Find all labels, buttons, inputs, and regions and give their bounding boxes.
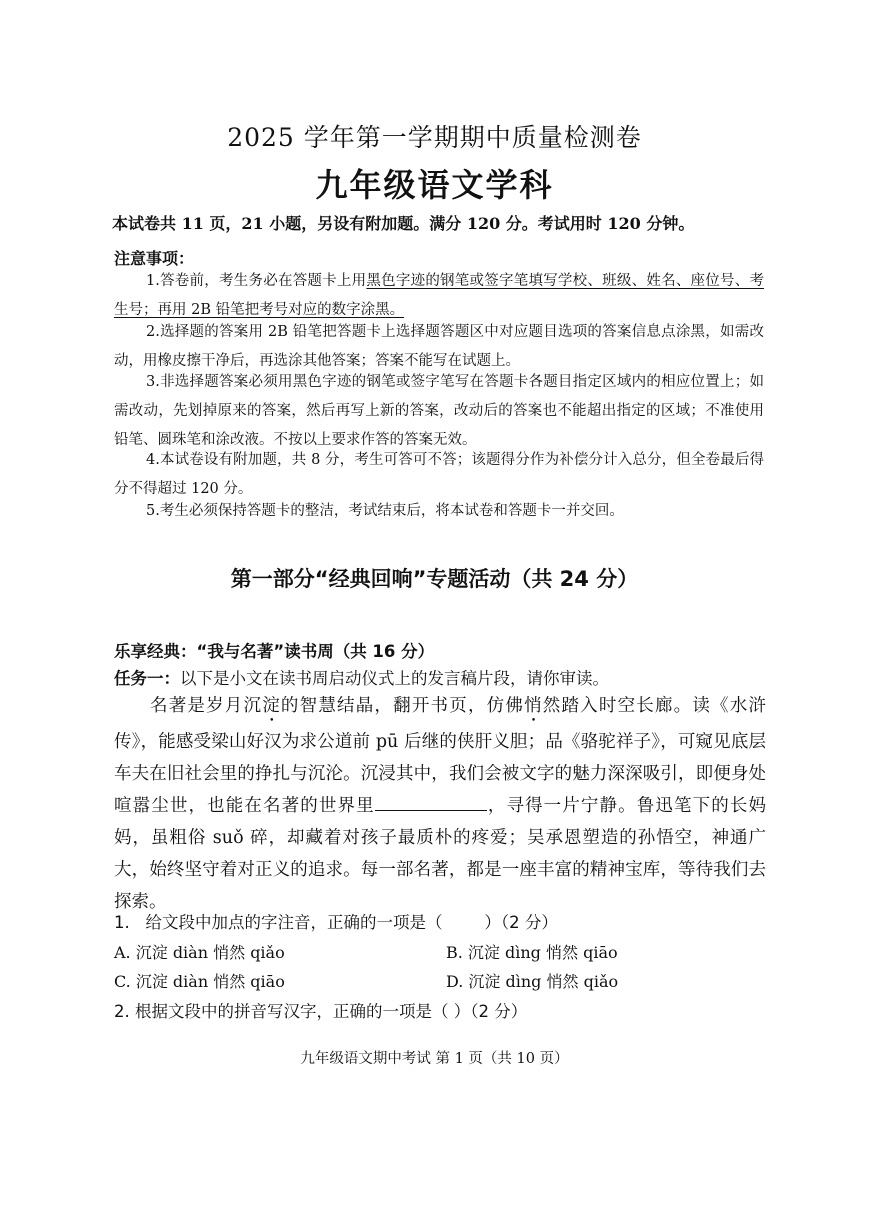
task-label: 任务一： [114,669,180,688]
passage-segment-4: ，寻得一片宁静。鲁迅笔下的长妈妈，虽粗俗 suǒ 碎，却藏着对孩子最质朴的疼爱；吴承恩塑造的孙悟空，神通广大，始终坚守着对正义的追求。每一部名著，都是一座丰富的精神宝库，等待我们去探索。 [114,796,767,912]
task-text: 以下是小文在读书周启动仪式上的发言稿片段，请你审读。 [180,669,609,688]
q1-option-d: D. 沉淀 dìng 悄然 qiǎo [446,972,619,991]
q1-option-c: C. 沉淀 diàn 悄然 qiāo [114,972,285,991]
notice-item-1-prefix: 1.答卷前，考生务必在答题卡上用 [146,273,367,289]
notice-item-1-underlined: 黑色字迹的钢笔或签字笔填写学校、班级、姓名、座位号、考生号；再用 2B 铅笔把考号对应的数字涂黑。 [114,273,764,318]
passage-segment-2: 的智慧结晶，翻开书页，仿佛 [280,696,525,716]
dotted-char-qiao: 悄 [524,696,543,716]
notice-heading: 注意事项： [114,249,195,268]
notice-item-2: 2.选择题的答案用 2B 铅笔把答题卡上选择题答题区中对应题目选项的答案信息点涂黑，如需改动，用橡皮擦干净后，再选涂其他答案；答案不能写在试题上。 [114,324,764,369]
notice-item-4: 4.本试卷设有附加题，共 8 分，考生可答可不答；该题得分作为补偿分计入总分，但全卷最后得分不得超过 120 分。 [114,452,764,497]
subject-title: 九年级语文学科 [315,166,554,204]
passage-segment-3: 然踏入时空长廊。读《水浒传》，能感受梁山好汉为求公道前 pū 后继的侠肝义胆；品《骆驼祥子》，可窥见底层车夫在旧社会里的挣扎与沉沦。沉浸其中，我们会被文字的魅力深深吸引，即便身处喧嚣尘世，也能在名著的世界里 [114,696,766,816]
notice-item-1 [114,267,764,325]
reading-passage [114,690,766,918]
question-2: 2. 根据文段中的拼音写汉字，正确的一项是（ ）（2 分） [114,1002,528,1021]
page-footer: 九年级语文期中考试 第 1 页（共 10 页） [300,1051,569,1067]
task-instruction [114,665,609,689]
fill-in-blank [375,792,487,811]
notice-item-5: 5.考生必须保持答题卡的整洁，考试结束后，将本试卷和答题卡一并交回。 [146,503,624,519]
passage-segment-1: 名著是岁月沉 [150,696,263,716]
activity-heading: 乐享经典：“我与名著”读书周（共 16 分） [114,642,435,661]
q1-option-b: B. 沉淀 dìng 悄然 qiāo [446,943,618,962]
exam-title: 2025 学年第一学期期中质量检测卷 [227,123,642,152]
notice-item-3: 3.非选择题答案必须用黑色字迹的钢笔或签字笔写在答题卡各题目指定区域内的相应位置上；如需改动，先划掉原来的答案，然后再写上新的答案，改动后的答案也不能超出指定的区域；不准使用铅笔、圆珠笔和涂改液。不按以上要求作答的答案无效。 [114,374,764,448]
dotted-char-dian: 淀 [262,696,281,716]
question-1: 1. 给文段中加点的字注音，正确的一项是（ ）（2 分） [114,913,558,932]
part-title: 第一部分“经典回响”专题活动（共 24 分） [230,567,639,591]
exam-summary: 本试卷共 11 页，21 小题，另设有附加题。满分 120 分。考试用时 120 分钟。 [112,214,695,233]
q1-option-a: A. 沉淀 diàn 悄然 qiǎo [114,943,285,962]
